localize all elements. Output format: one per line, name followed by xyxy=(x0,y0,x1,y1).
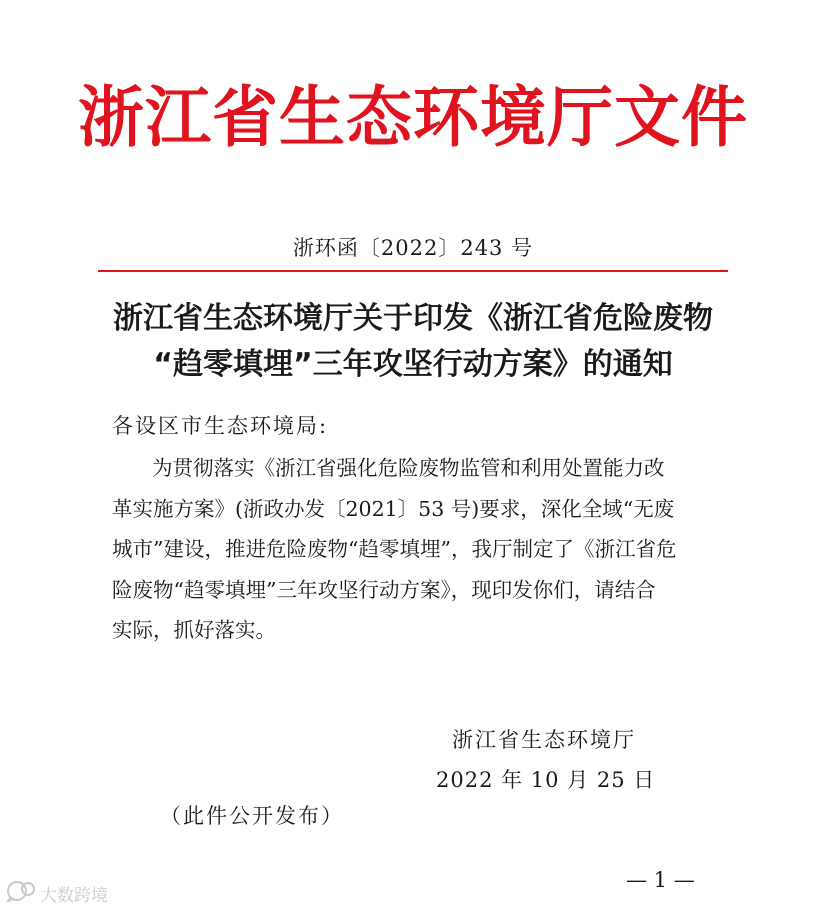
chat-bubble-logo-icon xyxy=(6,880,40,907)
signature-date: 2022 年 10 月 25 日 xyxy=(436,768,656,792)
body-line-5: 实际，抓好落实。 xyxy=(112,618,276,642)
body-line-4: 险废物“趋零填埋”三年攻坚行动方案》，现印发你们，请结合 xyxy=(112,577,656,602)
body-paragraph xyxy=(112,448,718,651)
notice-title-line-1: 浙江省生态环境厅关于印发《浙江省危险废物 xyxy=(113,301,713,336)
red-divider-line xyxy=(98,270,728,272)
notice-title-line-2: “趋零填埋”三年攻坚行动方案》的通知 xyxy=(153,347,673,382)
signer-name: 浙江省生态环境厅 xyxy=(452,728,636,752)
page-number: — 1 — xyxy=(626,868,695,892)
document-header-title: 浙江省生态环境厅文件 xyxy=(78,78,748,156)
body-line-1: 为贯彻落实《浙江省强化危险废物监管和利用处置能力改 xyxy=(152,456,665,480)
watermark-text: 大数跨境 xyxy=(40,886,108,906)
notice-title xyxy=(60,296,766,388)
body-line-2: 革实施方案》(浙政办发〔2021〕53 号)要求，深化全域“无废 xyxy=(112,496,675,521)
watermark xyxy=(6,880,108,907)
addressee: 各设区市生态环境局: xyxy=(112,414,329,438)
publish-note: （此件公开发布） xyxy=(160,804,344,828)
body-line-3: 城市”建设，推进危险废物“趋零填埋”，我厅制定了《浙江省危 xyxy=(112,537,677,561)
document-number: 浙环函〔2022〕243 号 xyxy=(292,236,534,260)
